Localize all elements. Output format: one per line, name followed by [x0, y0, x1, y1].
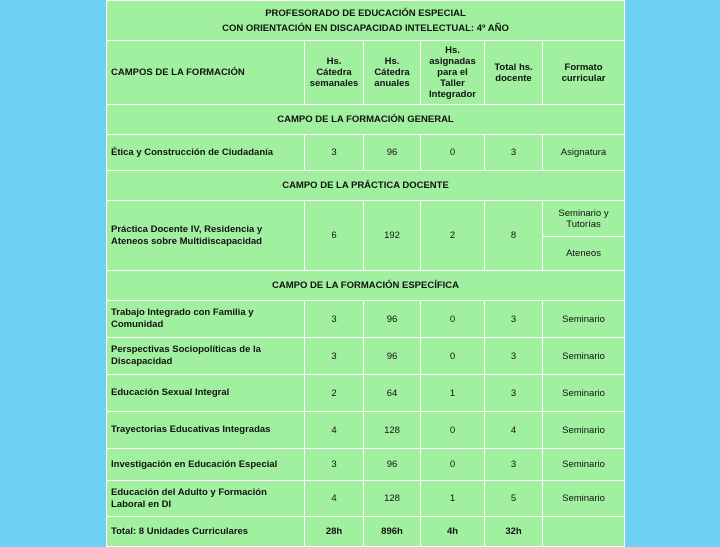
row-semanales: 4 [305, 481, 364, 517]
table-row [107, 449, 625, 481]
row-taller: 0 [421, 301, 485, 338]
row-formato: Seminario [543, 412, 625, 449]
row-taller: 1 [421, 375, 485, 412]
table-row [107, 412, 625, 449]
table-row [107, 135, 625, 171]
row-semanales: 2 [305, 375, 364, 412]
header-campos: CAMPOS DE LA FORMACIÓN [107, 41, 305, 105]
row-name: Perspectivas Sociopolíticas de la Discapacidad [107, 338, 305, 375]
row-total: 5 [485, 481, 543, 517]
table-row [107, 201, 625, 237]
row-taller: 0 [421, 338, 485, 375]
header-semanales: Hs. Cátedra semanales [305, 41, 364, 105]
row-semanales: 3 [305, 135, 364, 171]
table-title: PROFESORADO DE EDUCACIÓN ESPECIAL CON ORIENTACIÓN EN DISCAPACIDAD INTELECTUAL: 4º AÑO [107, 1, 625, 41]
row-anuales: 192 [364, 201, 421, 271]
title-row [107, 1, 625, 41]
row-formato: Seminario [543, 481, 625, 517]
row-total: 3 [485, 375, 543, 412]
row-name: Educación del Adulto y Formación Laboral en DI [107, 481, 305, 517]
table-row [107, 481, 625, 517]
curriculum-table [106, 0, 625, 547]
row-name: Investigación en Educación Especial [107, 449, 305, 481]
totals-anuales: 896h [364, 517, 421, 547]
row-semanales: 3 [305, 449, 364, 481]
row-total: 8 [485, 201, 543, 271]
section-title-especifica: CAMPO DE LA FORMACIÓN ESPECÍFICA [107, 271, 625, 301]
row-anuales: 64 [364, 375, 421, 412]
totals-label: Total: 8 Unidades Curriculares [107, 517, 305, 547]
row-name: Ética y Construcción de Ciudadanía [107, 135, 305, 171]
row-formato: Seminario [543, 449, 625, 481]
header-taller: Hs. asignadas para el Taller Integrador [421, 41, 485, 105]
row-taller: 2 [421, 201, 485, 271]
row-name: Trabajo Integrado con Familia y Comunidad [107, 301, 305, 338]
table-row [107, 301, 625, 338]
header-anuales: Hs. Cátedra anuales [364, 41, 421, 105]
row-taller: 0 [421, 412, 485, 449]
totals-taller: 4h [421, 517, 485, 547]
row-anuales: 128 [364, 481, 421, 517]
totals-row [107, 517, 625, 547]
row-semanales: 6 [305, 201, 364, 271]
totals-semanales: 28h [305, 517, 364, 547]
row-semanales: 3 [305, 301, 364, 338]
row-anuales: 96 [364, 449, 421, 481]
row-semanales: 4 [305, 412, 364, 449]
header-total-docente: Total hs. docente [485, 41, 543, 105]
row-total: 3 [485, 449, 543, 481]
row-anuales: 128 [364, 412, 421, 449]
section-row-especifica [107, 271, 625, 301]
section-title-general: CAMPO DE LA FORMACIÓN GENERAL [107, 105, 625, 135]
row-formato-ateneos: Ateneos [543, 237, 625, 271]
row-total: 3 [485, 338, 543, 375]
row-anuales: 96 [364, 338, 421, 375]
totals-total: 32h [485, 517, 543, 547]
row-anuales: 96 [364, 135, 421, 171]
section-title-practica: CAMPO DE LA PRÁCTICA DOCENTE [107, 171, 625, 201]
table-row [107, 375, 625, 412]
row-semanales: 3 [305, 338, 364, 375]
row-taller: 1 [421, 481, 485, 517]
totals-formato [543, 517, 625, 547]
row-formato: Seminario [543, 301, 625, 338]
row-formato: Seminario [543, 338, 625, 375]
header-row [107, 41, 625, 105]
table-row [107, 338, 625, 375]
row-name: Práctica Docente IV, Residencia y Ateneos sobre Multidiscapacidad [107, 201, 305, 271]
row-taller: 0 [421, 449, 485, 481]
row-formato-seminario: Seminario y Tutorías [543, 201, 625, 237]
row-total: 4 [485, 412, 543, 449]
header-formato: Formato curricular [543, 41, 625, 105]
row-formato: Seminario [543, 375, 625, 412]
row-total: 3 [485, 301, 543, 338]
row-name: Trayectorias Educativas Integradas [107, 412, 305, 449]
row-anuales: 96 [364, 301, 421, 338]
section-row-general [107, 105, 625, 135]
row-name: Educación Sexual Integral [107, 375, 305, 412]
row-formato: Asignatura [543, 135, 625, 171]
row-total: 3 [485, 135, 543, 171]
row-taller: 0 [421, 135, 485, 171]
section-row-practica [107, 171, 625, 201]
